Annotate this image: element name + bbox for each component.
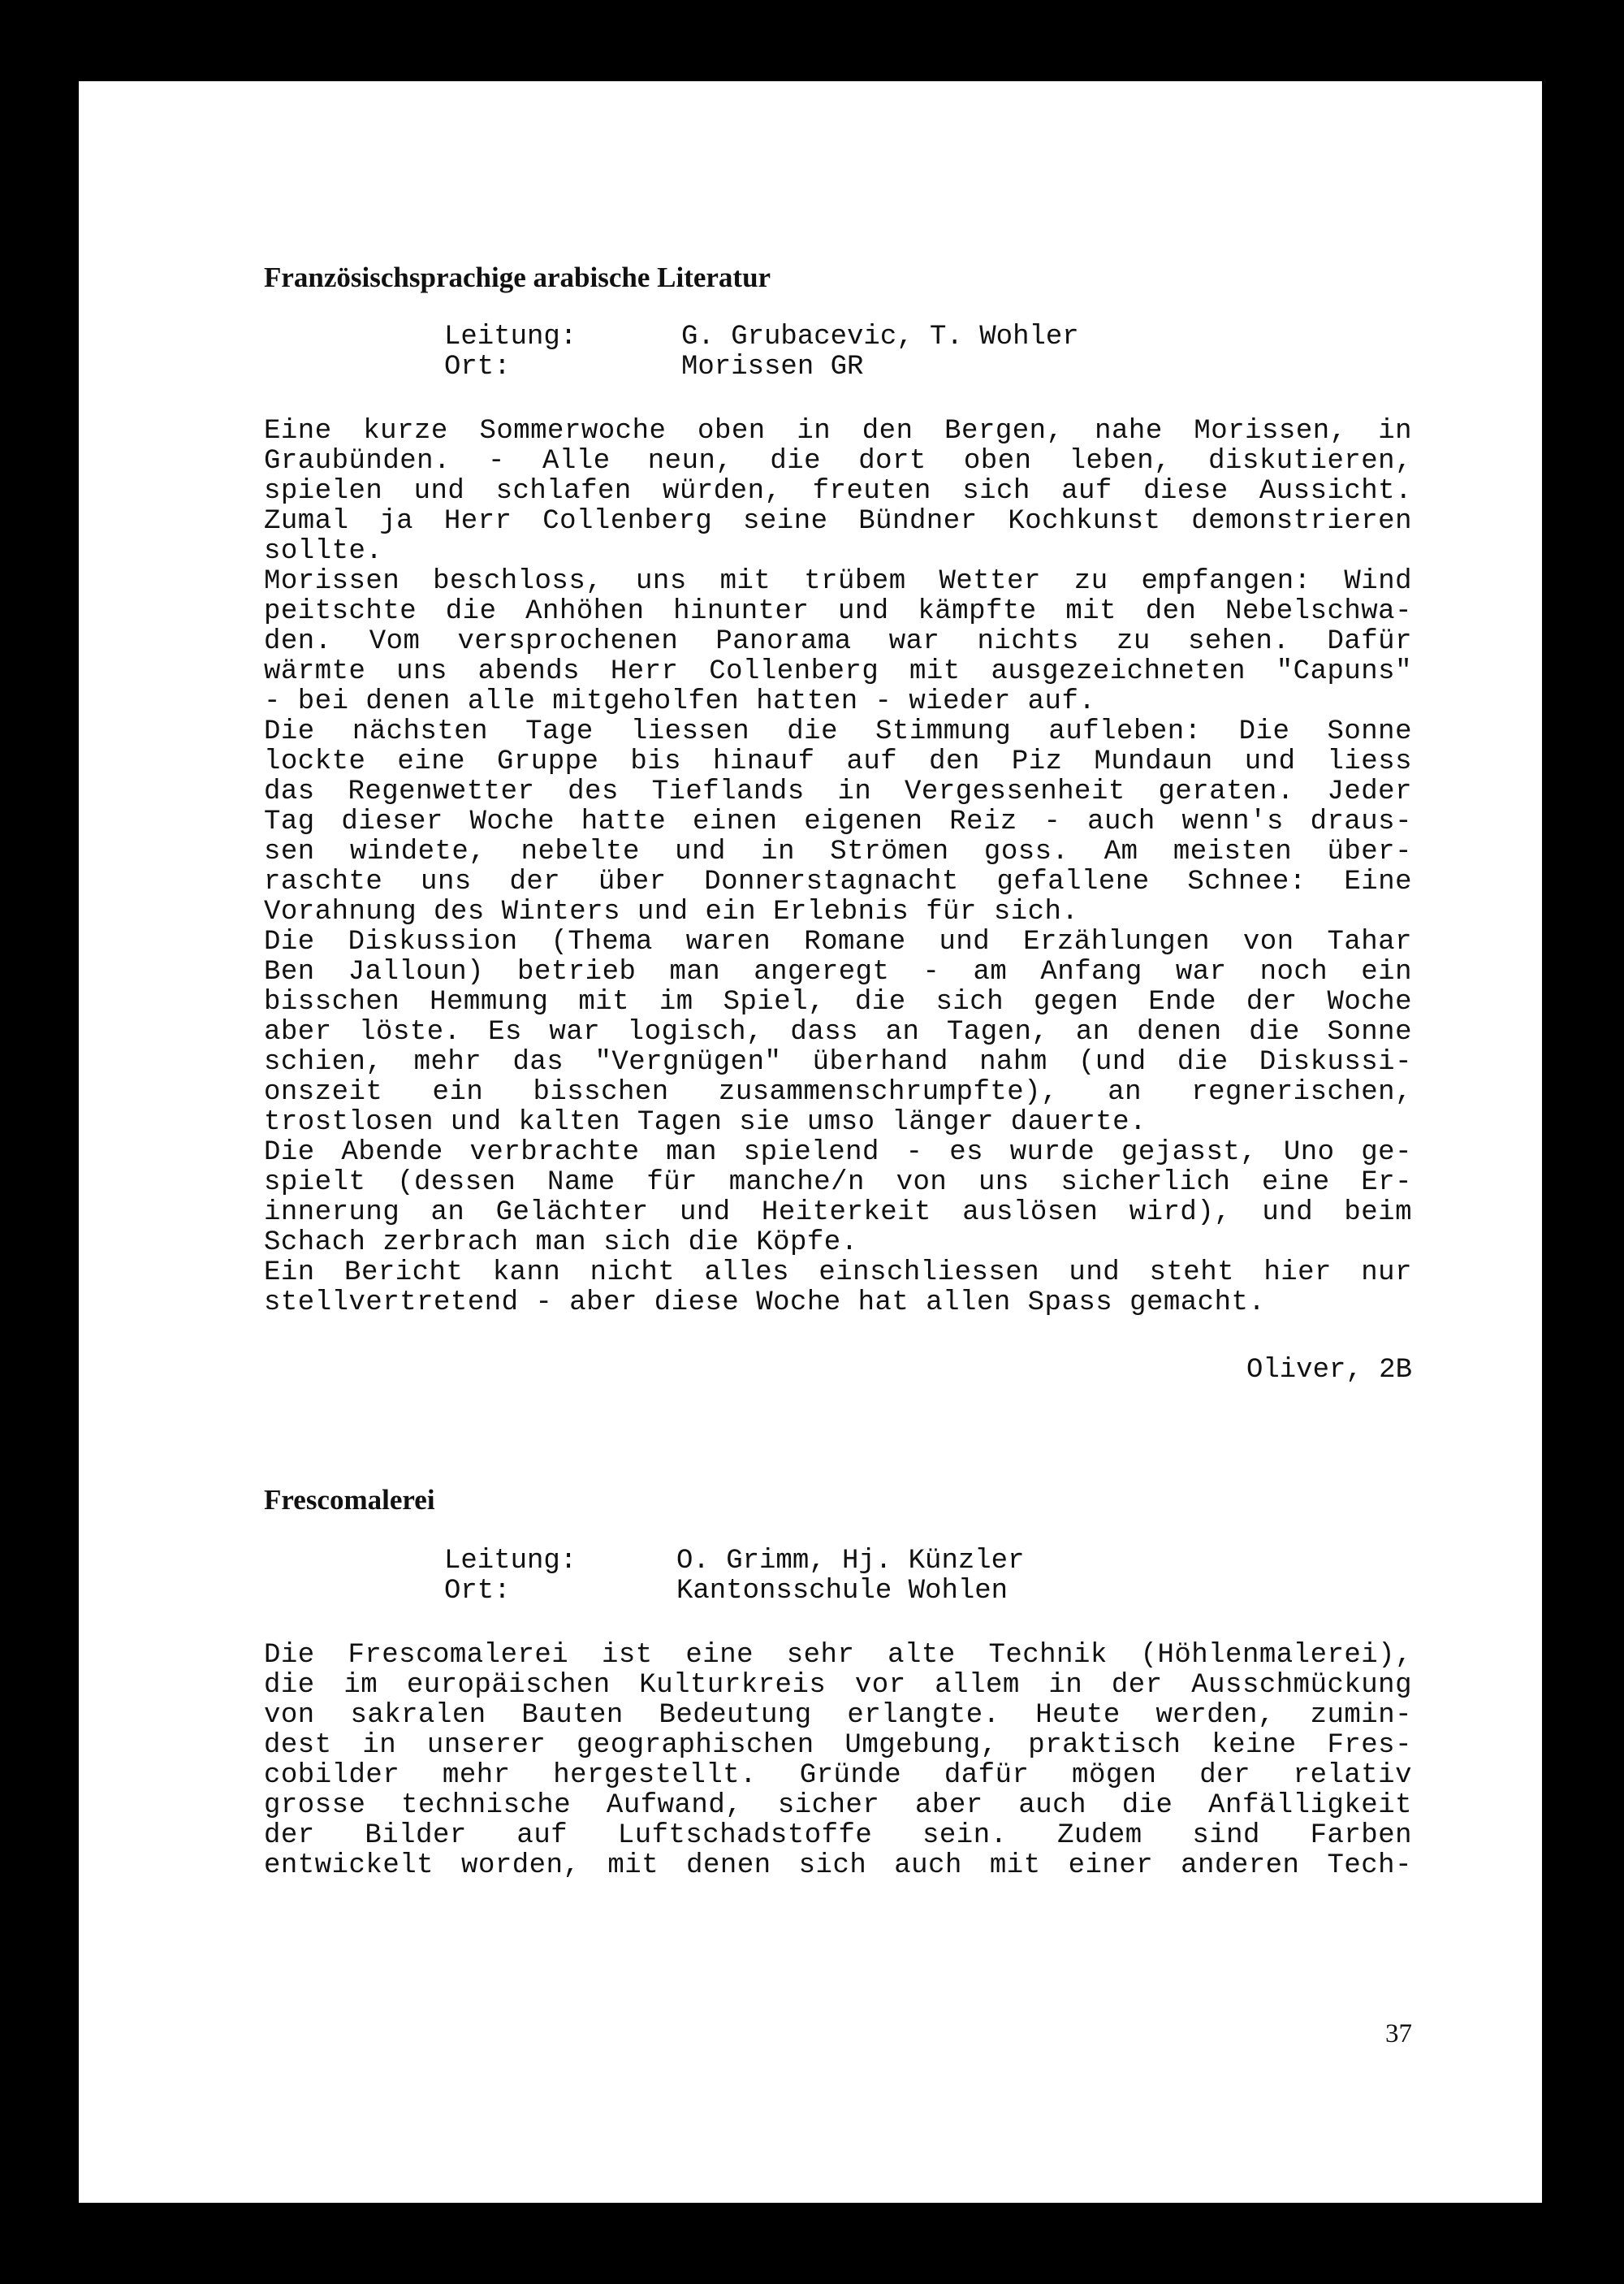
text-line: die im europäischen Kulturkreis vor allem in der Ausschmückung <box>264 1670 1412 1701</box>
text-line: von sakralen Bauten Bedeutung erlangte. Heute werden, zumin- <box>264 1700 1412 1731</box>
text-line: onszeit ein bisschen zusammenschrumpfte), an regnerischen, <box>264 1077 1412 1108</box>
text-line: bisschen Hemmung mit im Spiel, die sich gegen Ende der Woche <box>264 987 1412 1018</box>
text-line: aber löste. Es war logisch, dass an Tagen, an denen die Sonne <box>264 1017 1412 1048</box>
document-page <box>79 81 1542 2203</box>
text-line: Graubünden. - Alle neun, die dort oben leben, diskutieren, <box>264 446 1412 477</box>
meta-row-ort <box>444 1576 1175 1607</box>
text-line: Die Abende verbrachte man spielend - es wurde gejasst, Uno ge- <box>264 1137 1412 1168</box>
text-line: trostlosen und kalten Tagen sie umso länger dauerte. <box>264 1107 1147 1138</box>
text-line: Ein Bericht kann nicht alles einschliessen und steht hier nur <box>264 1257 1412 1288</box>
text-line: Zumal ja Herr Collenberg seine Bündner Kochkunst demonstrieren <box>264 506 1412 537</box>
section-title-literatur: Französischsprachige arabische Literatur <box>264 262 771 293</box>
text-line: Tag dieser Woche hatte einen eigenen Reiz - auch wenn's draus- <box>264 807 1412 837</box>
text-line: das Regenwetter des Tieflands in Vergessenheit geraten. Jeder <box>264 776 1412 807</box>
meta-label: Ort: <box>444 1576 511 1607</box>
meta-label: Leitung: <box>444 322 577 353</box>
text-line: Die Frescomalerei ist eine sehr alte Technik (Höhlenmalerei), <box>264 1640 1412 1671</box>
text-line: lockte eine Gruppe bis hinauf auf den Piz Mundaun und liess <box>264 746 1412 777</box>
text-line: sollte. <box>264 536 383 567</box>
text-line: den. Vom versprochenen Panorama war nichts zu sehen. Dafür <box>264 626 1412 657</box>
text-line: raschte uns der über Donnerstagnacht gefallene Schnee: Eine <box>264 867 1412 898</box>
text-line: entwickelt worden, mit denen sich auch mit einer anderen Tech- <box>264 1850 1412 1881</box>
section-title-frescomalerei: Frescomalerei <box>264 1484 435 1516</box>
text-line: Ben Jalloun) betrieb man angeregt - am Anfang war noch ein <box>264 957 1412 988</box>
meta-value: Morissen GR <box>681 352 864 383</box>
text-line: grosse technische Aufwand, sicher aber auch die Anfälligkeit <box>264 1790 1412 1821</box>
text-line: dest in unserer geographischen Umgebung, praktisch keine Fres- <box>264 1730 1412 1761</box>
text-line: spielen und schlafen würden, freuten sich auf diese Aussicht. <box>264 476 1412 507</box>
meta-row-leitung <box>444 322 1175 353</box>
text-line: Eine kurze Sommerwoche oben in den Bergen, nahe Morissen, in <box>264 416 1412 447</box>
text-line: spielt (dessen Name für manche/n von uns sicherlich eine Er- <box>264 1167 1412 1198</box>
meta-label: Ort: <box>444 352 511 383</box>
meta-label: Leitung: <box>444 1546 577 1577</box>
meta-value: O. Grimm, Hj. Künzler <box>676 1546 1025 1577</box>
author-signature: Oliver, 2B <box>1246 1355 1412 1386</box>
text-line: stellvertretend - aber diese Woche hat allen Spass gemacht. <box>264 1287 1266 1318</box>
page-number: 37 <box>1385 2019 1412 2048</box>
text-line: Schach zerbrach man sich die Köpfe. <box>264 1227 858 1258</box>
text-line: - bei denen alle mitgeholfen hatten - wieder auf. <box>264 686 1096 717</box>
text-line: Vorahnung des Winters und ein Erlebnis für sich. <box>264 897 1079 928</box>
text-line: Die Diskussion (Thema waren Romane und Erzählungen von Tahar <box>264 927 1412 958</box>
text-line: cobilder mehr hergestellt. Gründe dafür mögen der relativ <box>264 1760 1412 1791</box>
text-line: der Bilder auf Luftschadstoffe sein. Zudem sind Farben <box>264 1820 1412 1851</box>
text-line: Morissen beschloss, uns mit trübem Wetter zu empfangen: Wind <box>264 566 1412 597</box>
text-line: sen windete, nebelte und in Strömen goss. Am meisten über- <box>264 837 1412 867</box>
text-line: wärmte uns abends Herr Collenberg mit ausgezeichneten "Capuns" <box>264 656 1412 687</box>
text-line: innerung an Gelächter und Heiterkeit auslösen wird), und beim <box>264 1197 1412 1228</box>
meta-row-ort <box>444 352 1175 383</box>
meta-value: G. Grubacevic, T. Wohler <box>681 322 1079 353</box>
text-line: Die nächsten Tage liessen die Stimmung aufleben: Die Sonne <box>264 716 1412 747</box>
meta-value: Kantonsschule Wohlen <box>676 1576 1009 1607</box>
text-line: peitschte die Anhöhen hinunter und kämpfte mit den Nebelschwa- <box>264 596 1412 627</box>
meta-row-leitung <box>444 1546 1175 1577</box>
text-line: schien, mehr das "Vergnügen" überhand nahm (und die Diskussi- <box>264 1047 1412 1078</box>
